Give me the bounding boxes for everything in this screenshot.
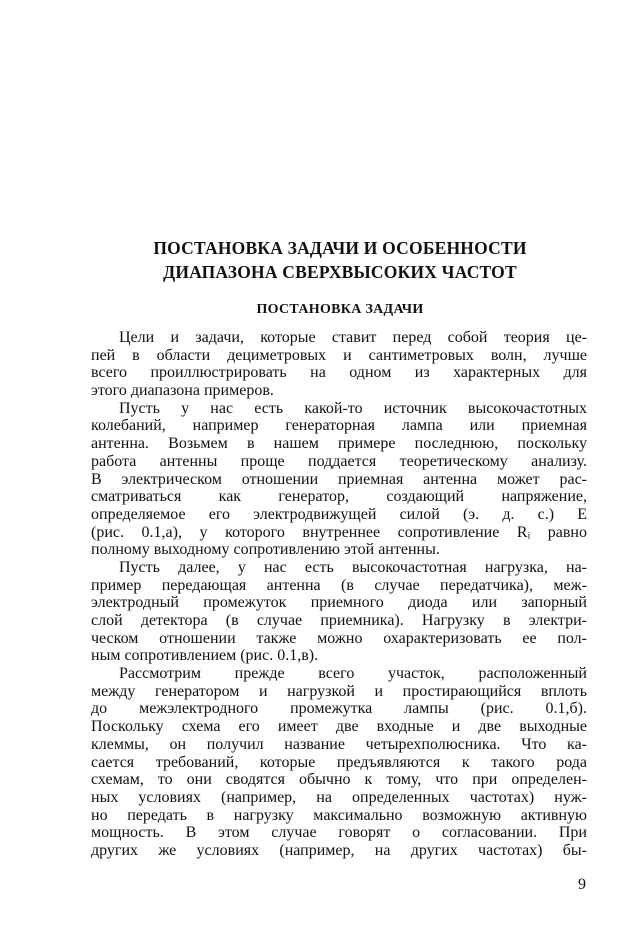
chapter-title	[80, 236, 600, 284]
section-title: ПОСТАНОВКА ЗАДАЧИ	[256, 302, 424, 317]
text-line: других же условиях (например, на других частотах) бы-	[91, 841, 587, 859]
text-line: электродный промежуток приемного диода или запорный	[91, 594, 587, 612]
text-line: работа антенны проще поддается теоретическому анализу.	[91, 452, 587, 470]
text-line: В электрическом отношении приемная антенна может рас-	[91, 470, 587, 488]
text-line: ным сопротивлением (рис. 0.1,в).	[91, 647, 319, 665]
text-line: слой детектора (в случае приемника). Нагрузку в электри-	[91, 612, 587, 629]
chapter-title-line-1: ПОСТАНОВКА ЗАДАЧИ И ОСОБЕННОСТИ	[153, 238, 527, 258]
text-line: до межэлектродного промежутка лампы (рис. 0.1,б).	[91, 700, 587, 718]
chapter-title-line-2: ДИАПАЗОНА СВЕРХВЫСОКИХ ЧАСТОТ	[163, 262, 517, 282]
text-line: (рис. 0.1,а), у которого внутреннее сопротивление Rᵢ равно	[91, 523, 587, 541]
text-line: схемам, то они сводятся обычно к тому, что при определен-	[91, 771, 587, 789]
text-line: этого диапазона примеров.	[91, 382, 274, 400]
body-text	[91, 329, 587, 860]
text-line: пример передающая антенна (в случае передатчика), меж-	[91, 576, 587, 594]
text-line: полному выходному сопротивлению этой антенны.	[91, 541, 440, 559]
text-line: всего проиллюстрировать на одном из характерных для	[91, 364, 587, 382]
text-line: Пусть у нас есть какой-то источник высокочастотных	[119, 399, 587, 417]
text-line: между генератором и нагрузкой и простирающийся вплоть	[91, 682, 587, 700]
text-line: сматриваться как генератор, создающий напряжение,	[91, 488, 587, 506]
text-line: Пусть далее, у нас есть высокочастотная нагрузка, на-	[119, 558, 587, 576]
text-line: колебаний, например генераторная лампа или приемная	[91, 417, 587, 435]
text-line: пей в области дециметровых и сантиметровых волн, лучше	[91, 346, 587, 364]
text-line: Поскольку схема его имеет две входные и две выходные	[91, 718, 587, 736]
text-line: сается требований, которые предъявляются к такого рода	[91, 753, 587, 771]
text-line: мощность. В этом случае говорят о согласовании. При	[91, 824, 587, 842]
text-line: определяемое его электродвижущей силой (э. д. с.) E	[91, 505, 587, 523]
text-line: но передать в нагрузку максимально возможную активную	[91, 806, 587, 824]
text-line: антенна. Возьмем в нашем примере последнюю, поскольку	[91, 435, 587, 453]
text-line: ческом отношении также можно охарактеризовать ее пол-	[91, 629, 587, 647]
text-line: Цели и задачи, которые ставит перед собой теория це-	[119, 329, 587, 346]
text-line: ных условиях (например, на определенных частотах) нуж-	[91, 788, 587, 806]
text-line: Рассмотрим прежде всего участок, расположенный	[119, 665, 587, 683]
page-number: 9	[578, 876, 586, 893]
text-line: клеммы, он получил название четырехполюсника. Что ка-	[91, 735, 587, 753]
